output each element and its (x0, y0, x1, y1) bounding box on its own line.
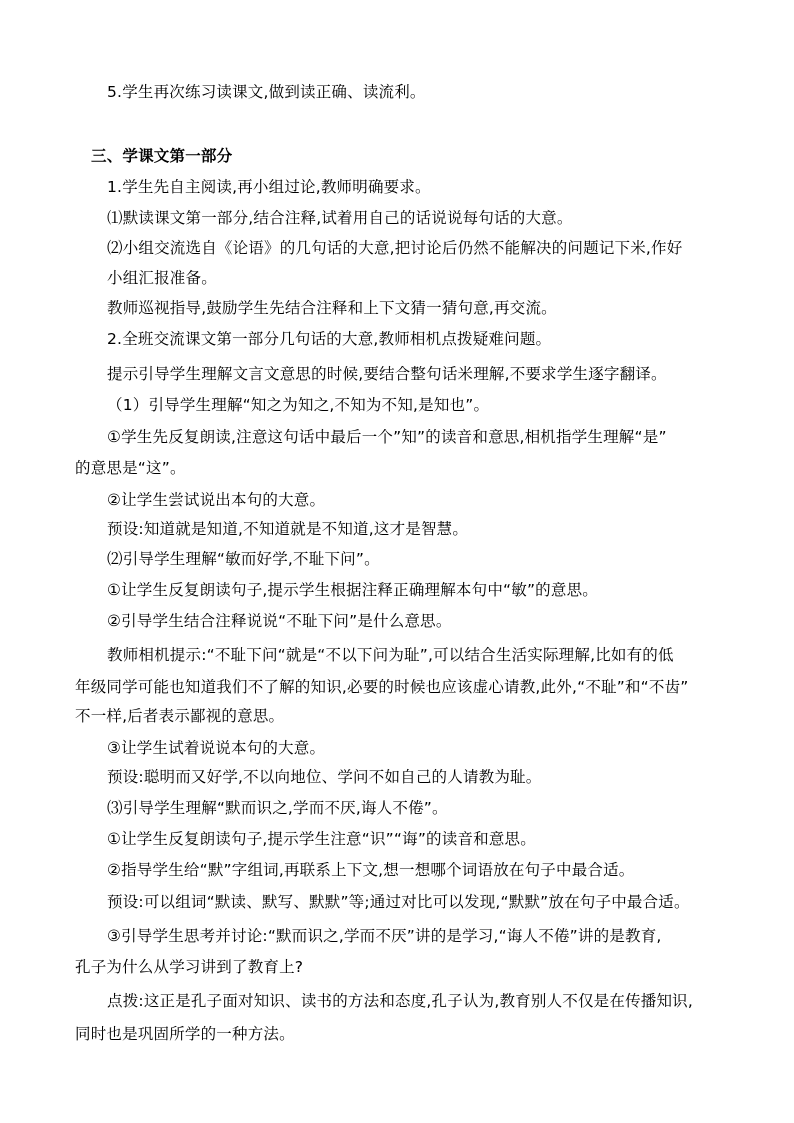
paragraph-line: 2.全班交流课文第一部分几句话的大意,教师相机点拨疑难问题。 (107, 330, 552, 348)
paragraph-line: ③让学生试着说说本句的大意。 (107, 739, 326, 757)
paragraph-line: 点拨:这正是孔子面对知识、读书的方法和态度,孔子认为,教育别人不仅是在传播知识, (107, 992, 694, 1010)
paragraph-line: ②指导学生给“默”字组词,再联系上下文,想一想哪个词语放在句子中最合适。 (107, 861, 635, 879)
section-heading: 三、学课文第一部分 (91, 147, 233, 165)
paragraph-line: ②引导学生结合注释说说“不耻下问”是什么意思。 (107, 612, 452, 630)
paragraph-line: 教师相机提示:“不耻下问“就是“不以下问为耻”,可以结合生活实际理解,比如有的低 (107, 646, 674, 664)
paragraph-line: ③引导学生思考并讨论:“默而识之,学而不厌”讲的是学习,“诲人不倦”讲的是教育, (107, 927, 662, 945)
paragraph-line: 5.学生再次练习读课文,做到读正确、读流利。 (107, 83, 426, 101)
paragraph-line: 预设:知道就是知道,不知道就是不知道,这才是智慧。 (107, 520, 469, 538)
paragraph-line: ①让学生反复朗读句子,提示学生注意“识”“诲”的读音和意思。 (107, 830, 536, 848)
paragraph-line: 1.学生先自主阅读,再小组过论,教师明确要求。 (107, 178, 431, 196)
paragraph-line: 小组汇报准备。 (107, 269, 217, 287)
paragraph-line: 孔子为什么从学习讲到了教育上? (75, 958, 304, 976)
paragraph-line: 年级同学可能也知道我们不了解的知识,必要的时候也应该虚心请教,此外,“不耻”和“不齿” (75, 678, 689, 696)
paragraph-line: ⑵小组交流选自《论语》的几句话的大意,把讨论后仍然不能解决的问题记下米,作好 (107, 239, 683, 257)
paragraph-line: 教师巡视指导,鼓励学生先结合注释和上下文猜一猜句意,再交流。 (107, 299, 557, 317)
paragraph-line: ②让学生尝试说出本句的大意。 (107, 491, 326, 509)
paragraph-line: 的意思是“这”。 (75, 459, 186, 477)
paragraph-line: 预设:可以组词“默读、默写、默默”等;通过对比可以发现,“默默”放在句子中最合适。 (107, 893, 690, 911)
paragraph-line: ⑶引导学生理解“默而识之,学而不厌,诲人不倦”。 (107, 799, 448, 817)
paragraph-line: ①学生先反复朗读,注意这句话中最后一个”知”的读音和意思,相机指学生理解“是” (107, 428, 667, 446)
paragraph-line: ⑴默读课文第一部分,结合注释,试着用自己的话说说每句话的大意。 (107, 209, 573, 227)
paragraph-line: 不一样,后者表示鄙视的意思。 (75, 707, 285, 725)
paragraph-line: （1）引导学生理解“知之为知之,不知为不知,是知也”。 (107, 396, 490, 414)
paragraph-line: 提示引导学生理解文言文意思的时候,要结合整句话米理解,不要求学生逐字翻译。 (107, 365, 667, 383)
paragraph-line: ⑵引导学生理解“敏而好学,不耻下问”。 (107, 550, 380, 568)
paragraph-line: 预设:聪明而又好学,不以向地位、学问不如自己的人请教为耻。 (107, 768, 542, 786)
paragraph-line: ①让学生反复朗读句子,提示学生根据注释正确理解本句中“敏”的意思。 (107, 581, 598, 599)
paragraph-line: 同时也是巩固所学的一种方法。 (75, 1025, 295, 1043)
